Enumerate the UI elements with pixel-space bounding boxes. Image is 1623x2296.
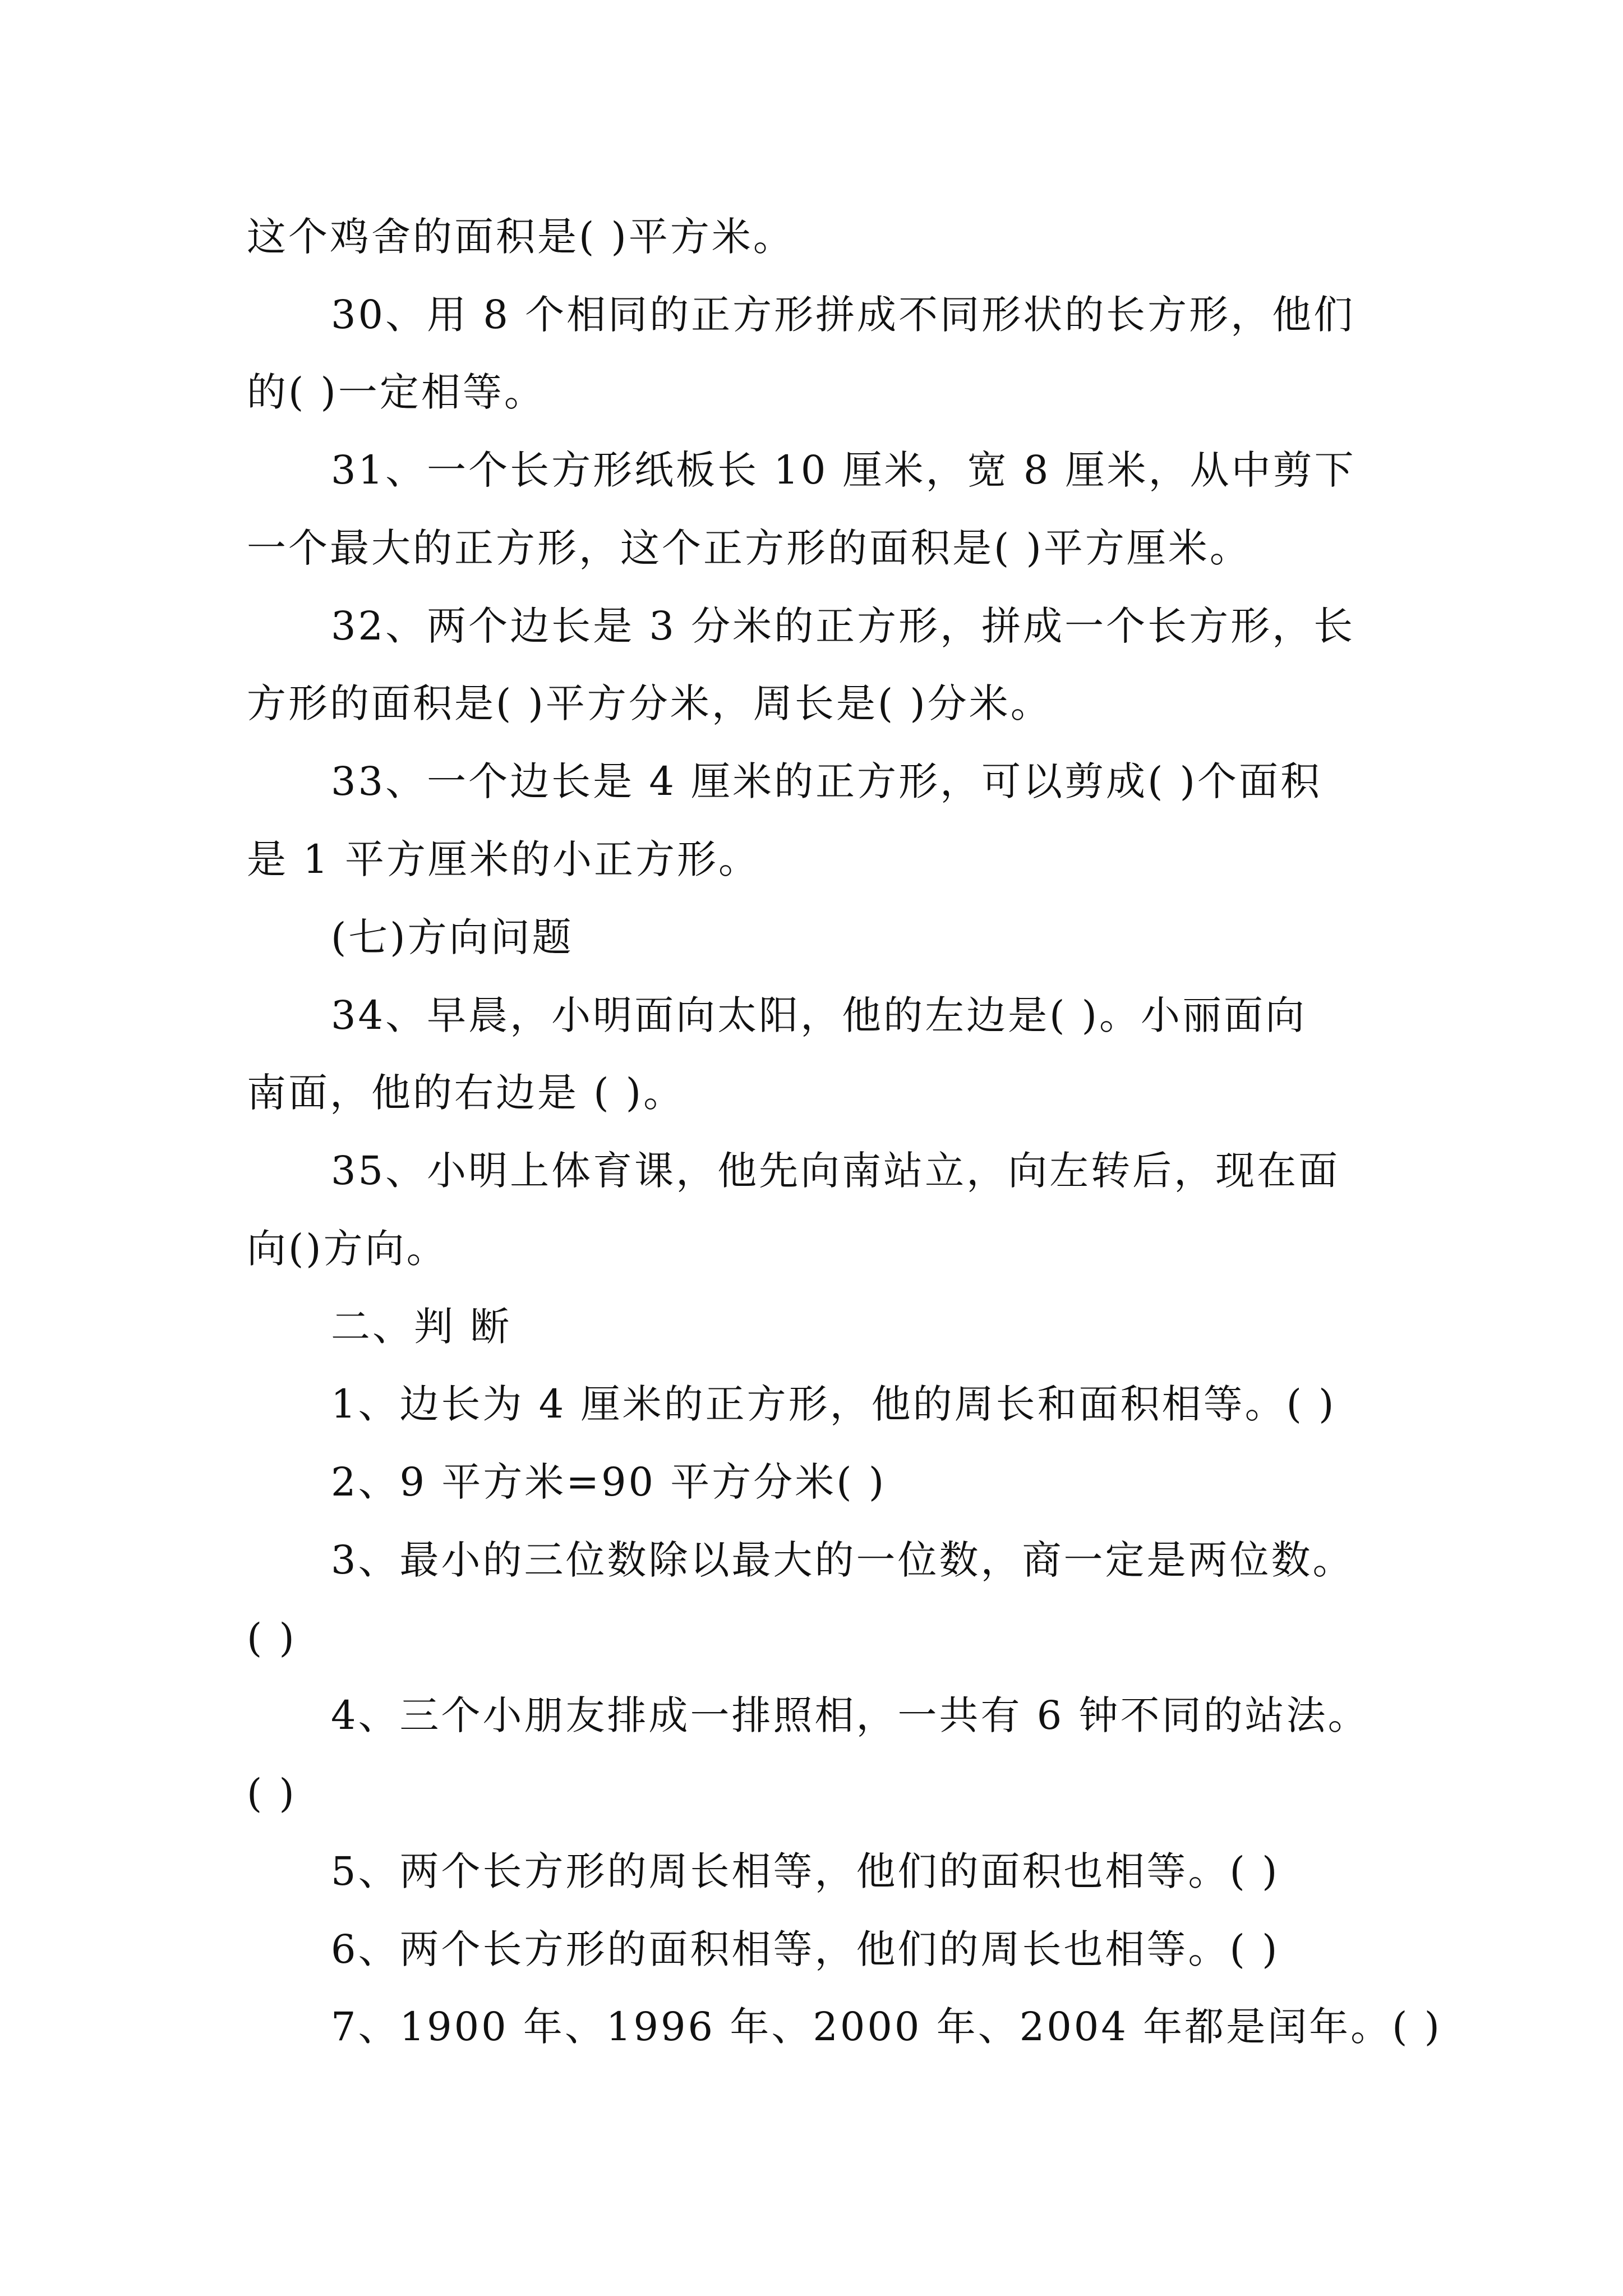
text-line: 33、一个边长是 4 厘米的正方形，可以剪成( )个面积 (331, 758, 1322, 804)
section-heading: (七)方向问题 (331, 914, 574, 960)
text-line: 的( )一定相等。 (247, 369, 546, 415)
text-line: 35、小明上体育课，他先向南站立，向左转后，现在面 (331, 1148, 1340, 1194)
section-heading: 二、判 断 (331, 1304, 512, 1350)
text-line: 南面，他的右边是 ( )。 (247, 1070, 685, 1116)
text-line: 4、三个小朋友排成一排照相，一共有 6 钟不同的站法。 (331, 1692, 1370, 1738)
text-line: 5、两个长方形的周长相等，他们的面积也相等。( ) (331, 1848, 1280, 1894)
text-line: 30、用 8 个相同的正方形拼成不同形状的长方形，他们 (331, 292, 1355, 338)
text-line: 这个鸡舍的面积是( )平方米。 (247, 214, 795, 260)
text-line: 7、1900 年、1996 年、2000 年、2004 年都是闰年。( ) (331, 2004, 1442, 2050)
text-line: 1、边长为 4 厘米的正方形，他的周长和面积相等。( ) (331, 1381, 1336, 1427)
text-line: 2、9 平方米=90 平方分米( ) (331, 1459, 887, 1505)
text-line: 向()方向。 (247, 1226, 448, 1272)
text-line: 32、两个边长是 3 分米的正方形，拼成一个长方形，长 (331, 603, 1355, 649)
text-line: 31、一个长方形纸板长 10 厘米，宽 8 厘米，从中剪下 (331, 447, 1356, 493)
text-line: 6、两个长方形的面积相等，他们的周长也相等。( ) (331, 1926, 1280, 1972)
text-line: ( ) (247, 1770, 297, 1816)
text-line: 方形的面积是( )平方分米，周长是( )分米。 (247, 680, 1052, 726)
text-line: 3、最小的三位数除以最大的一位数，商一定是两位数。 (331, 1537, 1354, 1583)
text-line: 一个最大的正方形，这个正方形的面积是( )平方厘米。 (247, 525, 1251, 571)
text-line: 34、早晨，小明面向太阳，他的左边是( )。小丽面向 (331, 992, 1307, 1038)
text-line: 是 1 平方厘米的小正方形。 (247, 836, 760, 882)
text-line: ( ) (247, 1615, 297, 1661)
